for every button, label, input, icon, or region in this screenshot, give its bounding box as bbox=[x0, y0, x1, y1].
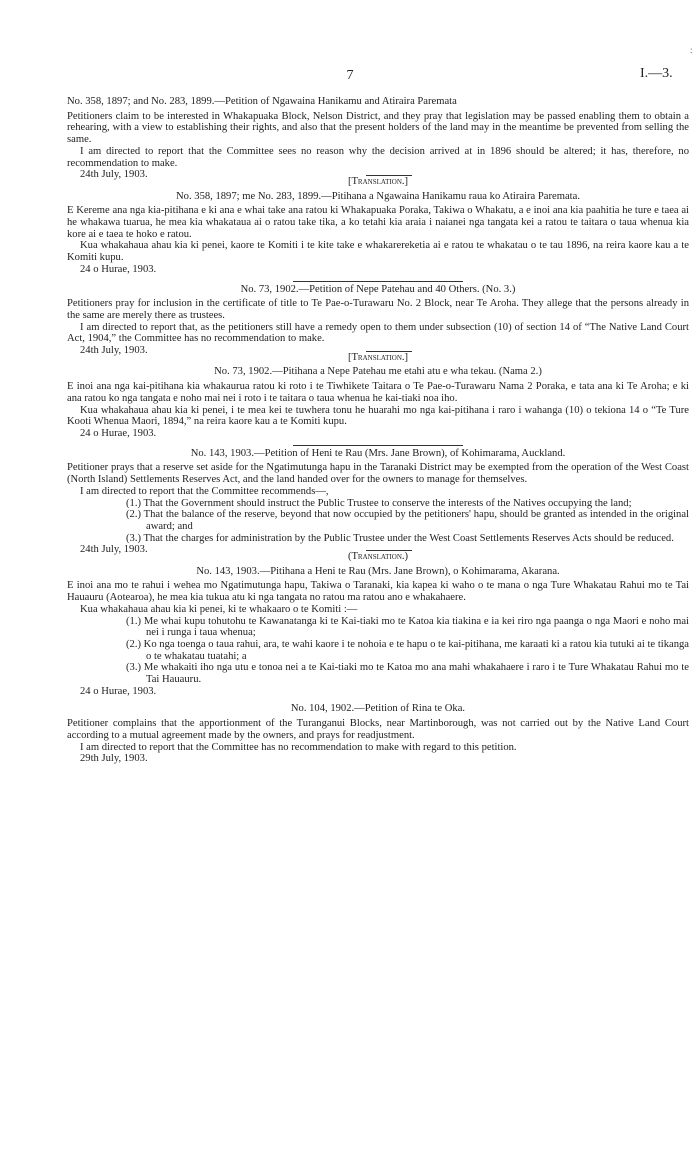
committee-report: I am directed to report that, as the petitioners still have a remedy open to them under subsection (10) of section 14 of “The Native Land Court Act, 1904,” the Committee has no recommendation to make. bbox=[67, 321, 689, 345]
committee-report: I am directed to report that the Committee has no recommendation to make with regard to this petition. bbox=[80, 741, 517, 753]
committee-report: I am directed to report that the Committee recommends—, bbox=[80, 485, 329, 497]
report-date: 24th July, 1903. bbox=[80, 169, 148, 181]
report-date: 24 o Hurae, 1903. bbox=[80, 427, 157, 439]
recommendation-item: (2.) That the balance of the reserve, beyond that now occupied by the petitioners' hapu, should be granted as intended in the original award; and bbox=[126, 509, 689, 532]
petition-heading: No. 73, 1902.—Pitihana a Nepe Patehau me etahi atu e wha tekau. (Nama 2.) bbox=[214, 366, 542, 378]
section-divider bbox=[293, 281, 463, 282]
translation-label: [Translation.] bbox=[347, 175, 409, 187]
petition-heading: No. 104, 1902.—Petition of Rina te Oka. bbox=[290, 703, 466, 715]
recommendation-item: (1.) Me whai kupu tohutohu te Kawanatanga ki te Kai-tiaki mo te Katoa kia tiakina e ia kei riro nga paanga o nga Maori e noho mai nei i runga i taua whenua; bbox=[126, 615, 689, 639]
petition-body: Petitioners pray for inclusion in the certificate of title to Te Pae-o-Turawaru No. 2 Block, near Te Aroha. They allege that the persons already in the same are merely there as trustees. bbox=[67, 298, 689, 321]
petition-body: E Kereme ana nga kia-pitihana e ki ana e whai take ana ratou ki Whakapuaka Poraka, Takiwa o Whakatu, a e inoi ana kia paahitia he ture e taea ai he whakawa tuarua, he mea kia whakataua ai o ratou take tika, a ko tetahi kia araia i naianei nga tangata kei a ratou te taitara o taua whenua kia kore ai e taea te hoko e ratou. bbox=[67, 205, 689, 240]
committee-report: Kua whakahaua ahau kia ki penei, ki te whakaaro o te Komiti :— bbox=[80, 603, 358, 615]
report-date: 24th July, 1903. bbox=[80, 544, 148, 556]
document-body bbox=[67, 96, 689, 765]
committee-report: I am directed to report that the Committee sees no reason why the decision arrived at in 1896 should be altered; it has, therefore, no recommendation to make. bbox=[67, 145, 689, 169]
page-reference: I.—3. bbox=[640, 66, 673, 81]
petition-body: Petitioners claim to be interested in Whakapuaka Block, Nelson District, and they pray that legislation may be passed enabling them to obtain a rehearing, with a view to establishing their rights, and also that the present holders of the land may in the meantime be prevented from selling the same. bbox=[67, 110, 689, 146]
committee-report: Kua whakahaua ahau kia ki penei, kaore te Komiti i te kite take e whakarereketia ai e ratou te whakatau o te tau 1896, na reira kaore kau a te Komiti kupu. bbox=[67, 240, 689, 264]
petition-heading: No. 73, 1902.—Petition of Nepe Patehau and 40 Others. (No. 3.) bbox=[240, 283, 516, 295]
page-number: 7 bbox=[346, 68, 354, 83]
recommendation-item: (2.) Ko nga toenga o taua rahui, ara, te wahi kaore i te nohoia e te hapu o te kai-pitihana, me karaati ki a ratou kia tutuki ai te tikanga o te whakatau tuatahi; a bbox=[126, 638, 689, 662]
section-divider bbox=[293, 445, 463, 446]
translation-label: [Translation.] bbox=[347, 351, 409, 363]
recommendation-item: (3.) That the charges for administration by the Public Trustee under the West Coast Settlements Reserves Acts should be reduced. bbox=[126, 532, 674, 544]
committee-report: Kua whakahaua ahau kia ki penei, i te mea kei te tuwhera tonu he huarahi mo nga kai-pitihana i raro i wahanga (10) o tekiona 14 o “Te Ture Kooti Whenua Maori, 1894,” na reira kaore kau a te Komiti kupu. bbox=[67, 404, 689, 428]
petition-heading: No. 143, 1903.—Petition of Heni te Rau (Mrs. Jane Brown), of Kohimarama, Auckland. bbox=[190, 447, 566, 459]
recommendation-item: (3.) Me whakaiti iho nga utu e tonoa nei a te Kai-tiaki mo te Katoa mo ana mahi whakahaere i raro i te Ture Whakatau Rahui mo te Tai Hauauru. bbox=[126, 662, 689, 686]
petition-body: Petitioner complains that the apportionment of the Turanganui Blocks, near Martinborough, was not carried out by the Native Land Court according to a mutual agreement made by the owners, and prays for readjustment. bbox=[67, 718, 689, 741]
report-date: 24 o Hurae, 1903. bbox=[80, 263, 157, 275]
petition-heading: No. 143, 1903.—Pitihana a Heni te Rau (Mrs. Jane Brown), o Kohimarama, Akarana. bbox=[196, 565, 560, 577]
petition-heading: No. 358, 1897; me No. 283, 1899.—Pitihana a Ngawaina Hanikamu raua ko Atiraira Paremata. bbox=[176, 190, 580, 202]
report-date: 29th July, 1903. bbox=[80, 753, 148, 765]
petition-body: Petitioner prays that a reserve set aside for the Ngatimutunga hapu in the Taranaki District may be exempted from the operation of the West Coast (North Island) Settlements Reserves Act, and the land handed over for the owners to manage for themselves. bbox=[67, 462, 689, 486]
petition-body: E inoi ana nga kai-pitihana kia whakaurua ratou ki roto i te Tiwhikete Taitara o Te Pae-o-Turawaru Nama 2 Poraka, e tata ana ki Te Aroha; e ki ana ratou ko nga tangata e noho mai nei i roto i te taitara o taua whenua he kai-tiaki noa iho. bbox=[67, 381, 689, 404]
report-date: 24th July, 1903. bbox=[80, 345, 148, 357]
recommendation-item: (1.) That the Government should instruct the Public Trustee to conserve the interests of the Natives occupying the land; bbox=[126, 497, 632, 509]
report-date: 24 o Hurae, 1903. bbox=[80, 685, 157, 697]
petition-heading: No. 358, 1897; and No. 283, 1899.—Petition of Ngawaina Hanikamu and Atiraira Paremata bbox=[67, 96, 457, 107]
margin-mark: : bbox=[690, 45, 693, 55]
translation-label: (Translation.) bbox=[347, 551, 409, 563]
petition-body: E inoi ana mo te rahui i wehea mo Ngatimutunga hapu, Takiwa o Taranaki, kia kapea ki waho o te mana o nga Ture Whakatau Rahui mo te Tai Hauauru (Aotearoa), he mea kia tukua atu ki nga tangata no ratou ma ratou ano e whakahaere. bbox=[67, 580, 689, 604]
